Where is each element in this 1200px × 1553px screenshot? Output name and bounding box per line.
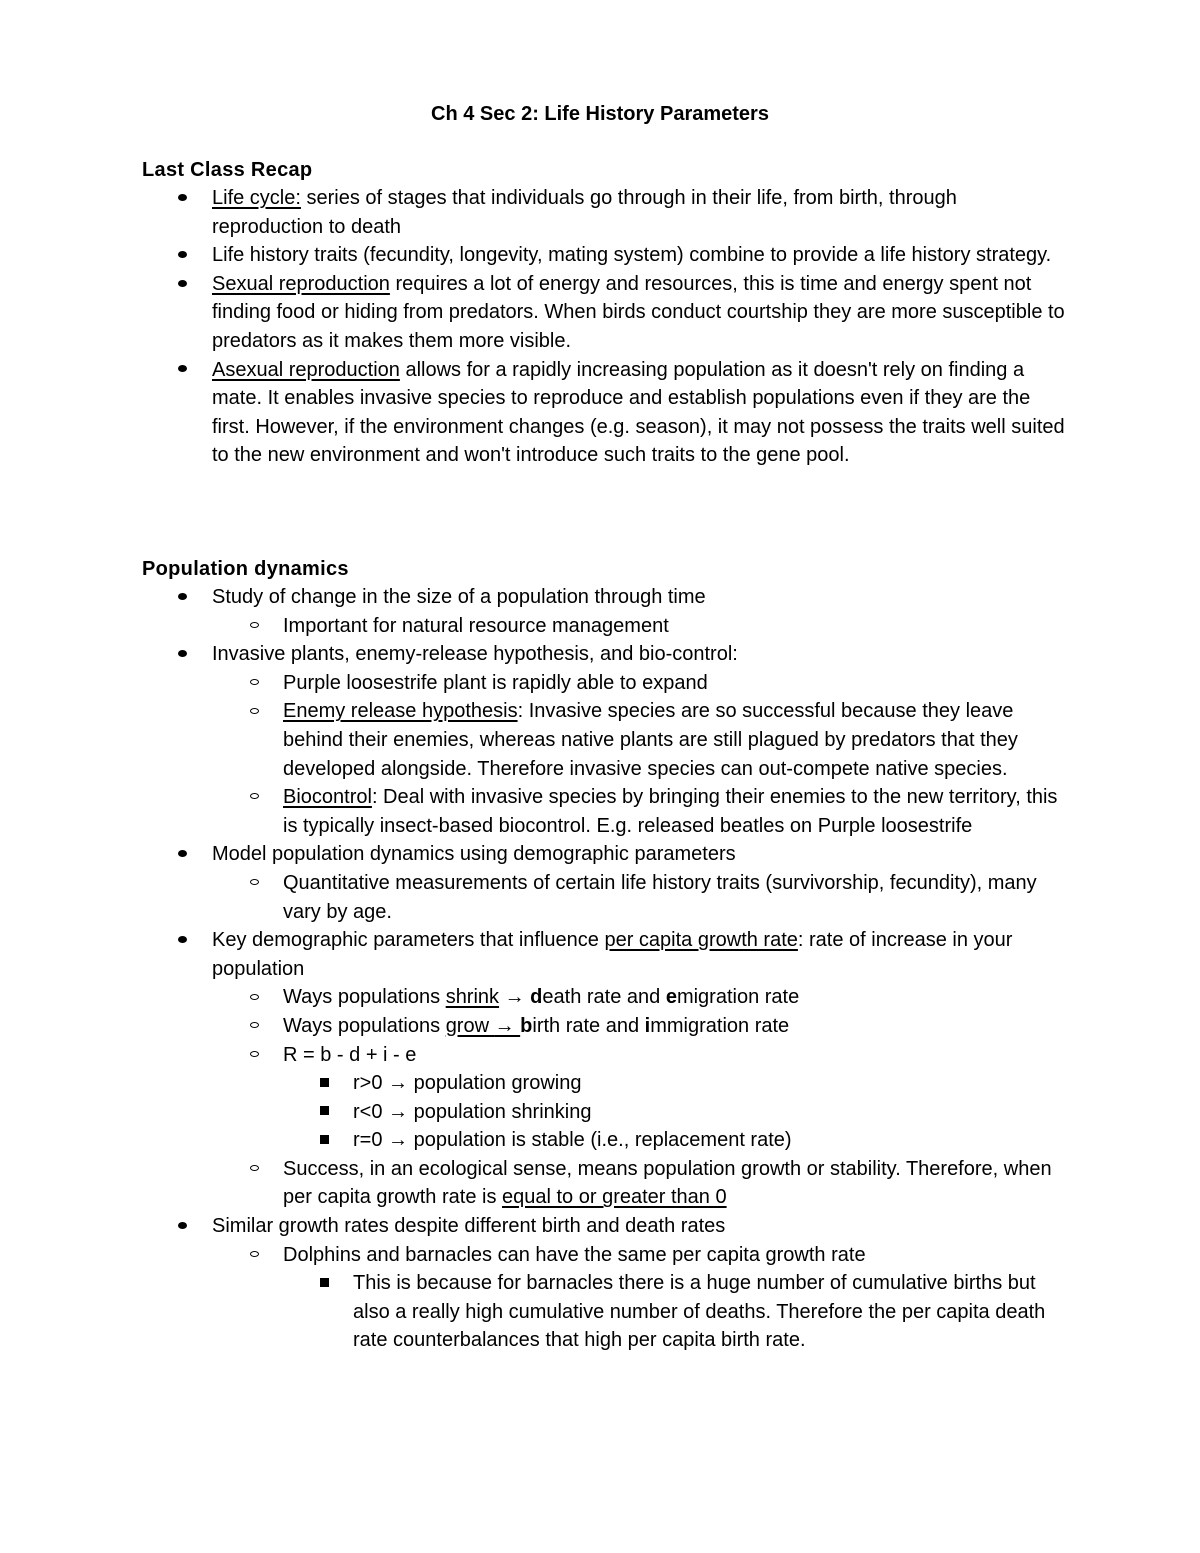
item-text: r=0 → population is stable (i.e., replacement rate) (353, 1129, 792, 1152)
arrow-text: → (494, 1014, 521, 1037)
bullet-icon (172, 583, 192, 612)
bold-letter: e (665, 986, 677, 1009)
list-item (142, 840, 1072, 869)
item-text: Success, in an ecological sense, means population growth or stability. Therefore, when per capita growth rate is (283, 1157, 1052, 1209)
list-item (142, 669, 1072, 698)
dynamics-heading: Population dynamics (142, 558, 349, 580)
item-text: : Deal with invasive species by bringing their enemies to the new territory, this is typically insect-based biocontrol. E.g. released beatles on Purple loosestrife (283, 786, 1058, 837)
list-item (142, 1012, 1072, 1041)
list-item (142, 1041, 1072, 1070)
item-text: Life history traits (fecundity, longevity, mating system) combine to provide a life history strategy. (212, 244, 1052, 267)
formula-text: R = b - d + i - e (283, 1043, 417, 1066)
term-enemy-release: Enemy release hypothesis (283, 700, 518, 723)
circle-bullet-icon (244, 669, 264, 698)
square-bullet-icon (314, 1069, 334, 1098)
item-text: Dolphins and barnacles can have the same per capita growth rate (283, 1243, 866, 1266)
bullet-icon (172, 640, 192, 669)
list-item (142, 869, 1072, 926)
circle-bullet-icon (244, 697, 264, 726)
item-text: Model population dynamics using demographic parameters (212, 843, 736, 866)
recap-heading: Last Class Recap (142, 159, 313, 181)
term-asexual-reproduction: Asexual reproduction (212, 358, 400, 381)
square-bullet-icon (314, 1098, 334, 1127)
list-item (142, 184, 1072, 241)
circle-bullet-icon (244, 1241, 264, 1270)
list-item (142, 1069, 1072, 1098)
list-item (142, 983, 1072, 1012)
list-item (142, 1269, 1072, 1355)
square-bullet-icon (314, 1269, 334, 1298)
item-text: Important for natural resource management (283, 614, 669, 637)
bold-letter: d (530, 986, 543, 1009)
item-text: eath rate and (542, 986, 666, 1009)
item-text: irth rate and (532, 1014, 645, 1037)
bullet-icon (172, 926, 192, 955)
item-text: r<0 → population shrinking (353, 1100, 592, 1123)
term-shrink: shrink (445, 986, 500, 1009)
item-text: Ways populations (283, 986, 446, 1009)
circle-bullet-icon (244, 983, 264, 1012)
list-item (142, 1126, 1072, 1155)
item-text: : Invasive species are so successful because they leave behind their enemies, whereas native plants are still plagued by predators that they developed alongside. Therefore invasive species can out-compete native species. (283, 700, 1018, 780)
item-text: Ways populations (283, 1014, 446, 1037)
circle-bullet-icon (244, 783, 264, 812)
item-text: allows for a rapidly increasing population as it doesn't rely on finding a mate. It enables invasive species to reproduce and establish populations even if they are the first. However, if the environment changes (e.g. season), it may not possess the traits well suited to the new environment and won't introduce such traits to the gene pool. (212, 358, 1065, 467)
item-text: mmigration rate (650, 1014, 790, 1037)
item-text: migration rate (676, 986, 800, 1009)
term-life-cycle: Life cycle: (212, 187, 301, 209)
bullet-icon (172, 356, 192, 385)
list-item (142, 1098, 1072, 1127)
bullet-icon (172, 270, 192, 299)
page-title: Ch 4 Sec 2: Life History Parameters (431, 103, 769, 125)
list-item (142, 1212, 1072, 1241)
circle-bullet-icon (244, 612, 264, 641)
item-text: Purple loosestrife plant is rapidly able to expand (283, 671, 708, 694)
bullet-icon (172, 184, 192, 213)
list-item (142, 270, 1072, 356)
square-bullet-icon (314, 1126, 334, 1155)
term-biocontrol: Biocontrol (283, 786, 372, 809)
bold-letter: b (520, 1014, 533, 1037)
item-text: Quantitative measurements of certain life history traits (survivorship, fecundity), many vary by age. (283, 871, 1037, 923)
list-item (142, 926, 1072, 983)
list-item (142, 697, 1072, 783)
item-text: requires a lot of energy and resources, this is time and energy spent not finding food or hiding from predators. When birds conduct courtship they are more susceptible to predators as it makes them more visible. (212, 272, 1065, 352)
term-sexual-reproduction: Sexual reproduction (212, 272, 390, 295)
circle-bullet-icon (244, 1041, 264, 1070)
list-item (142, 241, 1072, 270)
bullet-icon (172, 241, 192, 270)
bold-letter: i (644, 1014, 651, 1037)
list-item (142, 583, 1072, 612)
item-text: r>0 → population growing (353, 1072, 582, 1095)
list-item (142, 356, 1072, 470)
term-grow: grow (445, 1014, 495, 1037)
bullet-icon (172, 840, 192, 869)
circle-bullet-icon (244, 869, 264, 898)
bullet-icon (172, 1212, 192, 1241)
list-item (142, 783, 1072, 840)
term-equal-or-greater: equal to or greater than 0 (502, 1186, 727, 1209)
item-text: This is because for barnacles there is a huge number of cumulative births but also a really high cumulative number of deaths. Therefore the per capita death rate counterbalances that high per capita birth rate. (353, 1272, 1046, 1352)
item-text: Key demographic parameters that influence (212, 929, 605, 952)
item-text: series of stages that individuals go through in their life, from birth, through reproduction to death (212, 187, 957, 238)
list-item (142, 612, 1072, 641)
circle-bullet-icon (244, 1155, 264, 1184)
list-item (142, 1241, 1072, 1270)
item-text: Similar growth rates despite different birth and death rates (212, 1215, 726, 1238)
arrow-text: → (499, 986, 531, 1009)
item-text: : rate of increase in your population (212, 929, 1013, 980)
list-item (142, 640, 1072, 669)
item-text: Study of change in the size of a population through time (212, 586, 706, 608)
circle-bullet-icon (244, 1012, 264, 1041)
list-item (142, 1155, 1072, 1212)
dynamics-list (142, 583, 1072, 1355)
recap-list (142, 184, 1072, 470)
term-per-capita-growth: per capita growth rate (604, 929, 798, 952)
item-text: Invasive plants, enemy-release hypothesis, and bio-control: (212, 643, 738, 666)
